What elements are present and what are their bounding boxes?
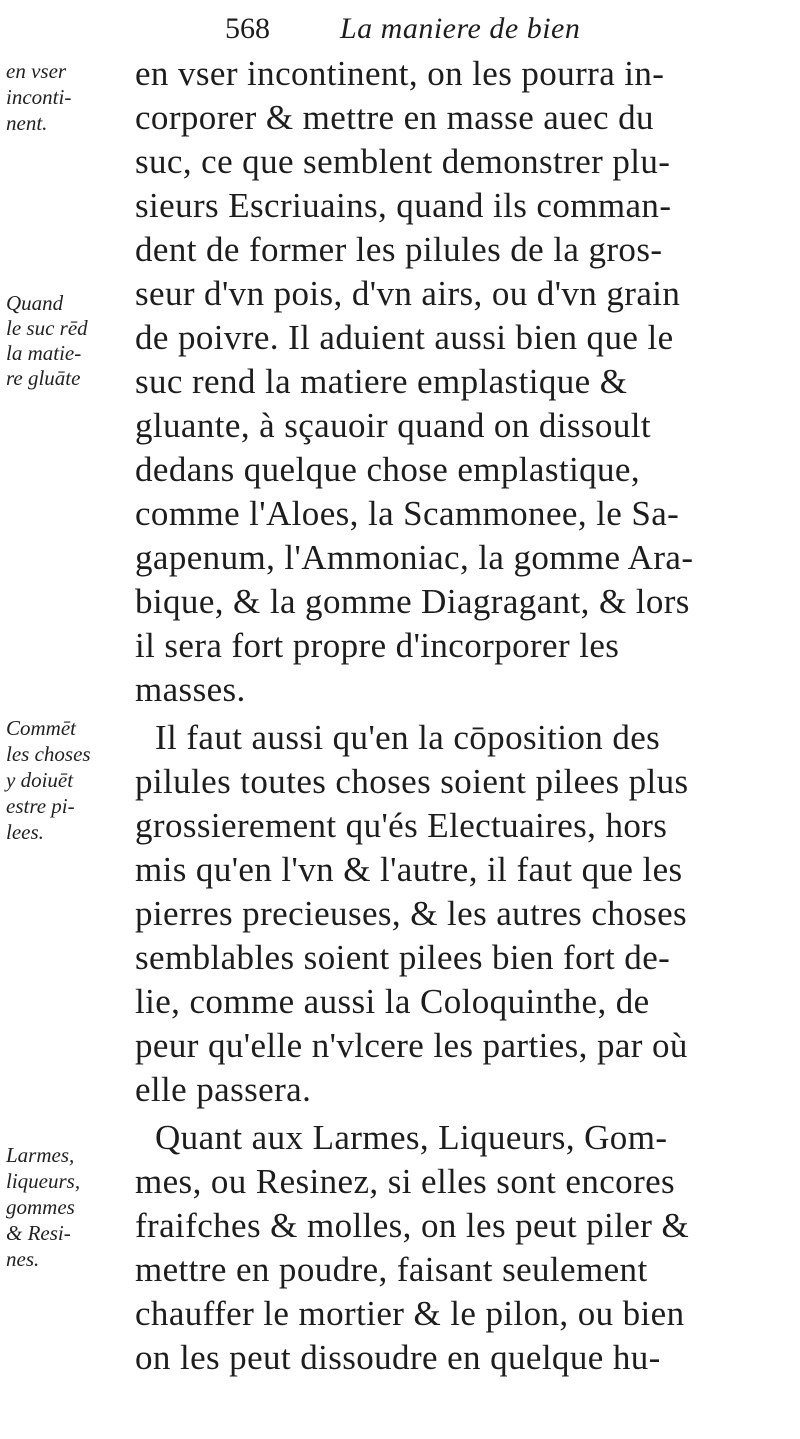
- running-title: La maniere de bien: [340, 12, 581, 45]
- margin-note-line: Larmes,: [6, 1143, 75, 1167]
- text-line: gluante, à sçauoir quand on dissoult: [135, 406, 651, 445]
- text-line: grossierement qu'és Electuaires, hors: [135, 806, 668, 845]
- text-line: fraifches & molles, on les peut piler &: [135, 1206, 690, 1245]
- text-line: dent de former les pilules de la gros-: [135, 230, 663, 269]
- margin-note-line: & Resi-: [6, 1221, 71, 1245]
- text-line: Quant aux Larmes, Liqueurs, Gom-: [155, 1118, 668, 1157]
- text-line: pierres precieuses, & les autres choses: [135, 894, 688, 933]
- text-line: corporer & mettre en masse auec du: [135, 98, 654, 137]
- margin-note-line: en vser: [6, 59, 67, 83]
- text-line: seur d'vn pois, d'vn airs, ou d'vn grain: [135, 274, 681, 313]
- margin-note-line: re gluāte: [6, 366, 81, 390]
- text-line: lie, comme aussi la Coloquinthe, de: [135, 982, 650, 1021]
- text-line: mis qu'en l'vn & l'autre, il faut que les: [135, 850, 683, 889]
- text-line: bique, & la gomme Diagragant, & lors: [135, 582, 690, 621]
- text-line: pilules toutes choses soient pilees plus: [135, 762, 689, 801]
- text-line: Il faut aussi qu'en la cōposition des: [155, 718, 661, 757]
- margin-note-line: Commēt: [6, 716, 76, 740]
- text-line: sieurs Escriuains, quand ils comman-: [135, 186, 672, 225]
- text-line: on les peut dissoudre en quelque hu-: [135, 1338, 661, 1377]
- text-line: suc rend la matiere emplastique &: [135, 362, 628, 401]
- margin-note-line: le suc rēd: [6, 316, 88, 340]
- margin-note-line: les choses: [6, 742, 91, 766]
- margin-note-line: estre pi-: [6, 794, 75, 818]
- margin-note-line: la matie-: [6, 341, 82, 365]
- margin-note-line: y doiuēt: [6, 768, 74, 792]
- text-line: mettre en poudre, faisant seulement: [135, 1250, 648, 1289]
- page-number: 568: [225, 12, 270, 45]
- text-line: de poivre. Il aduient aussi bien que le: [135, 318, 674, 357]
- text-line: chauffer le mortier & le pilon, ou bien: [135, 1294, 685, 1333]
- text-line: dedans quelque chose emplastique,: [135, 450, 640, 489]
- margin-note-line: nent.: [6, 111, 48, 135]
- margin-note-line: nes.: [6, 1247, 40, 1271]
- text-line: en vser incontinent, on les pourra in-: [135, 54, 665, 93]
- text-line: mes, ou Resinez, si elles sont encores: [135, 1162, 676, 1201]
- text-line: comme l'Aloes, la Scammonee, le Sa-: [135, 494, 680, 533]
- margin-note-line: inconti-: [6, 85, 72, 109]
- text-line: semblables soient pilees bien fort de-: [135, 938, 671, 977]
- margin-note-line: lees.: [6, 820, 44, 844]
- text-line: peur qu'elle n'vlcere les parties, par où: [135, 1026, 688, 1065]
- text-line: il sera fort propre d'incorporer les: [135, 626, 620, 665]
- text-line: masses.: [135, 670, 246, 709]
- margin-note-line: liqueurs,: [6, 1169, 81, 1193]
- margin-note-line: Quand: [6, 291, 64, 315]
- margin-notes: [0, 0, 134, 1439]
- text-line: elle passera.: [135, 1070, 312, 1109]
- margin-note-line: gommes: [6, 1195, 75, 1219]
- text-line: gapenum, l'Ammoniac, la gomme Ara-: [135, 538, 694, 577]
- text-line: suc, ce que semblent demonstrer plu-: [135, 142, 671, 181]
